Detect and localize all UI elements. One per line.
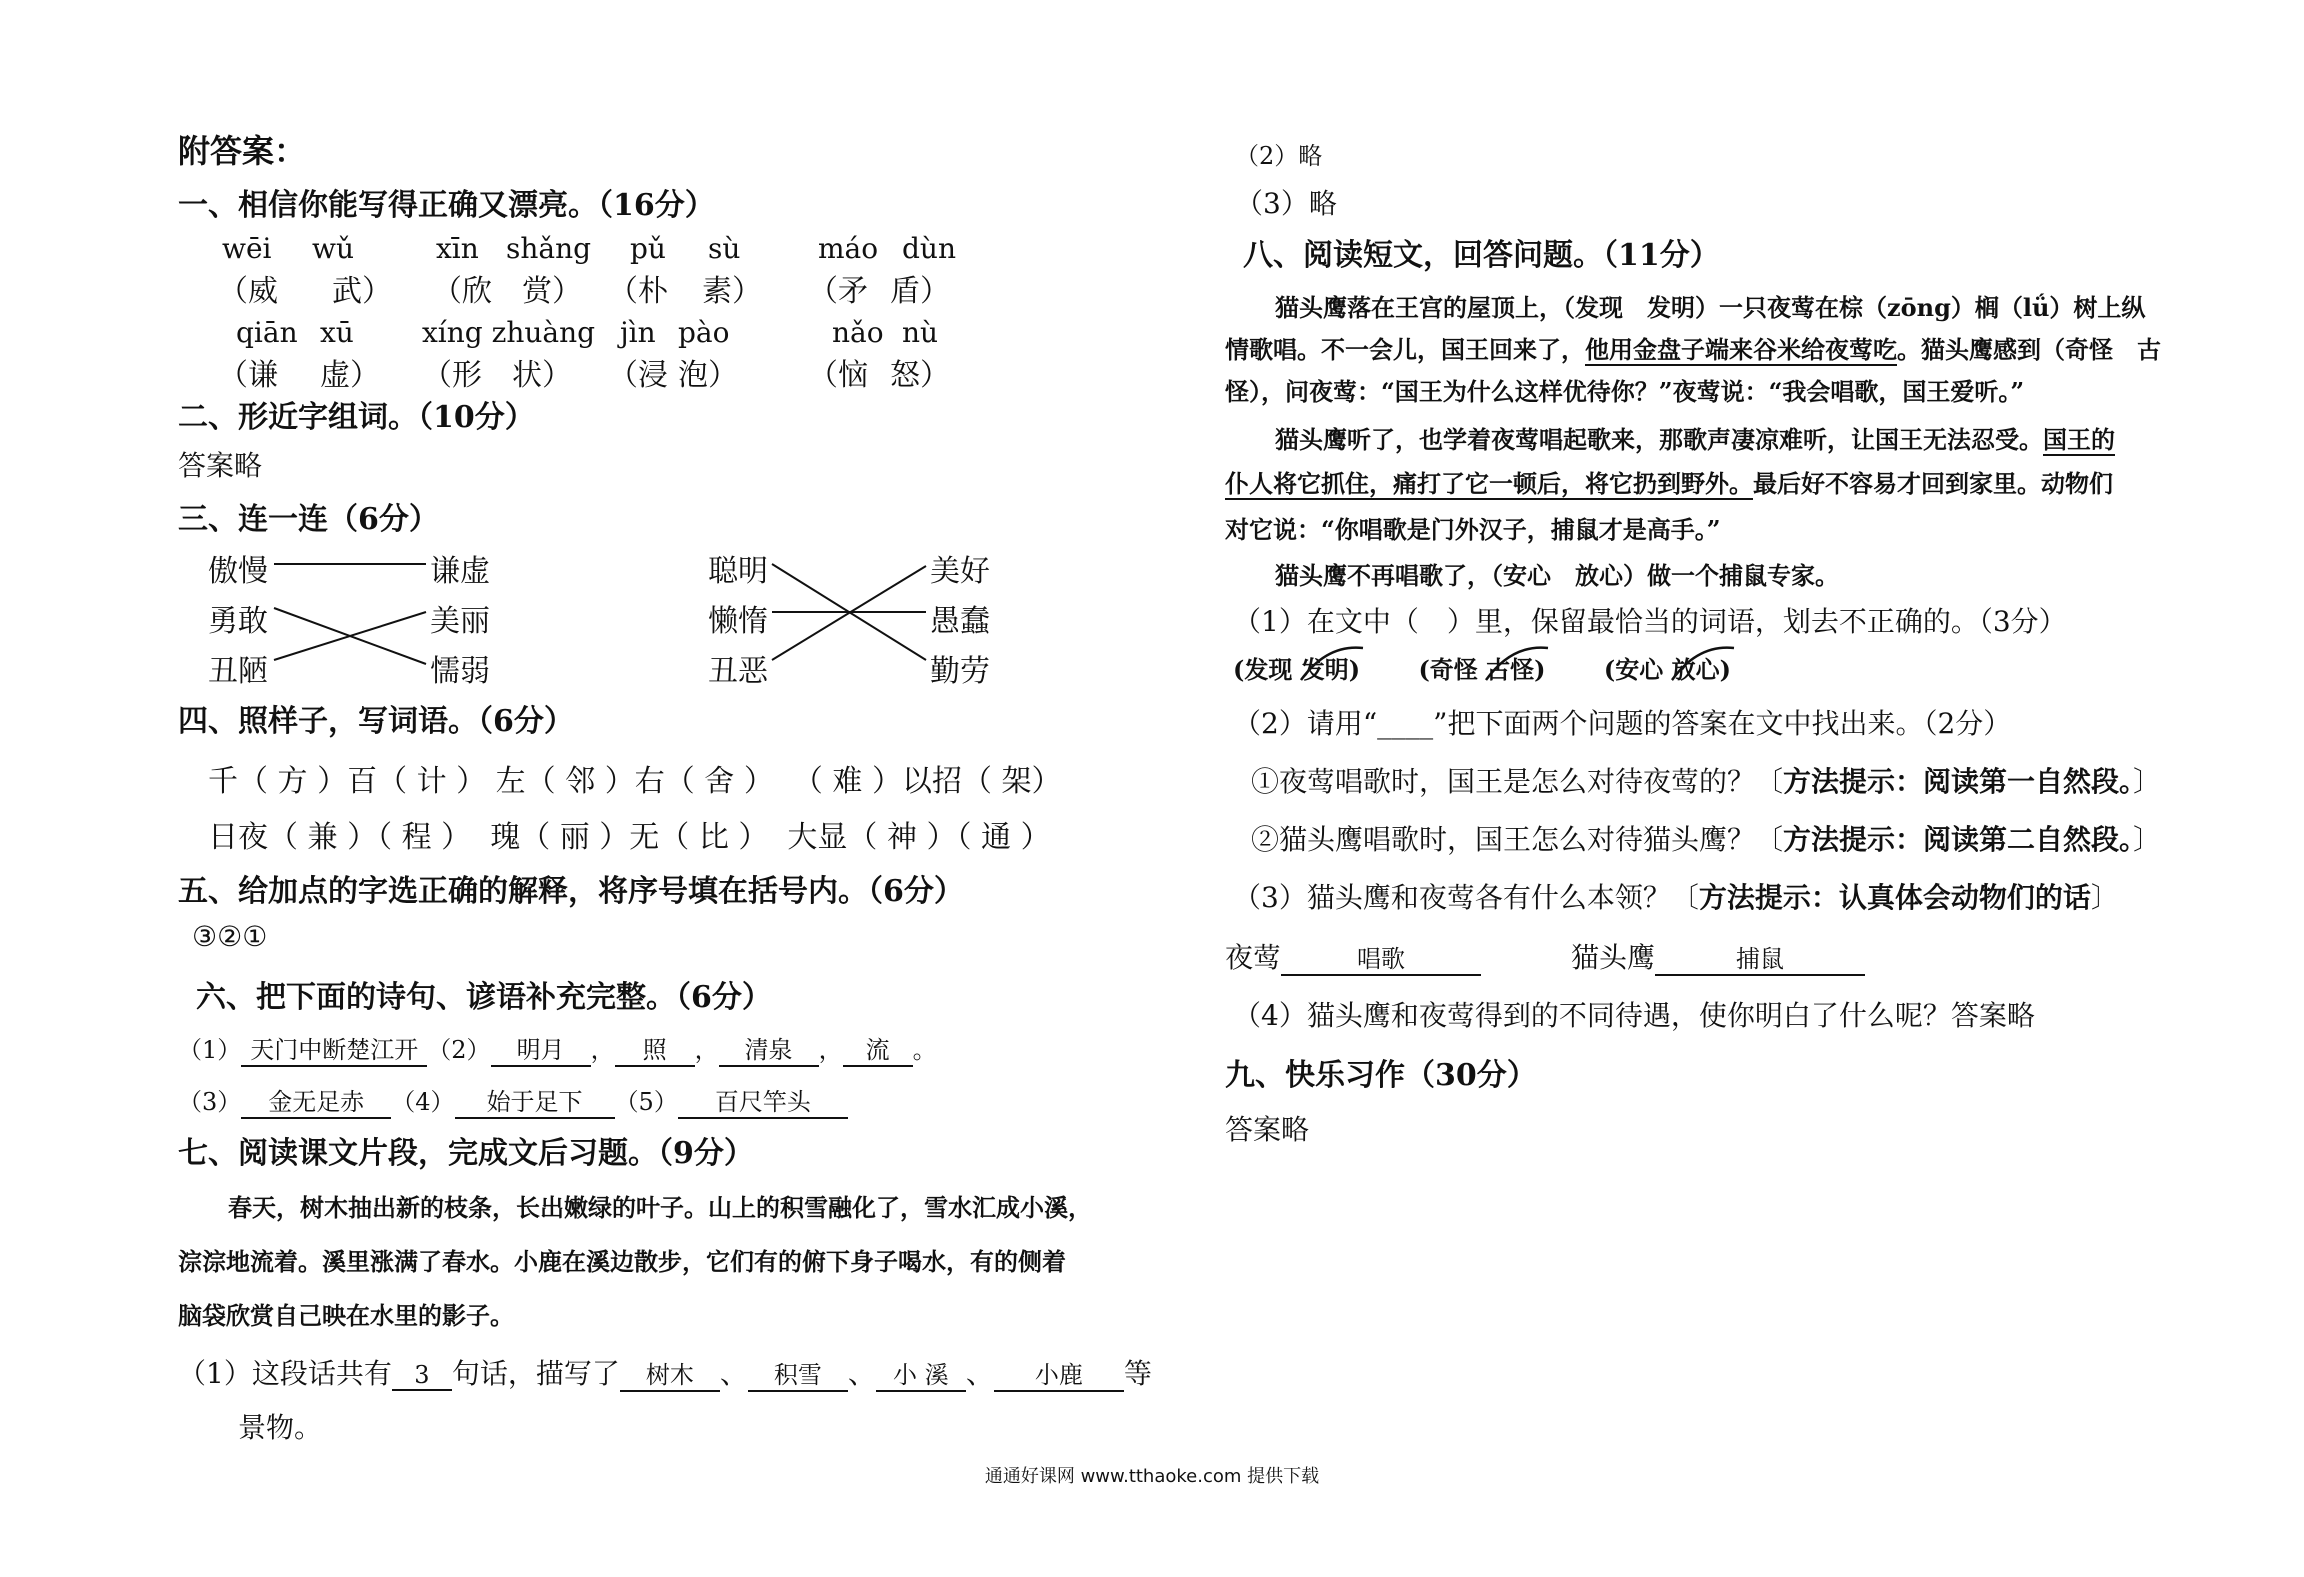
pinyin: pǔ — [630, 232, 666, 265]
s7-q1 — [178, 1352, 1152, 1392]
crossed-text: 发明) — [1300, 655, 1361, 684]
footer: 通通好课网 www.tthaoke.com 提供下载 — [984, 1466, 1320, 1487]
hanzi: （恼 — [808, 358, 868, 393]
method-hint: 方法提示：认真体会动物们的话 — [1698, 881, 2091, 914]
underlined-answer: 仆人将它抓住，痛打了它一顿后，将它扔到野外。 — [1225, 469, 1753, 498]
method-hint: 方法提示：阅读第一自然段。 — [1783, 765, 2134, 798]
strike-mark — [1668, 644, 1738, 684]
s6-line1 — [178, 1030, 937, 1067]
pinyin: shǎng — [506, 232, 592, 265]
matching-lines — [178, 526, 1078, 686]
s5-answer: ③②① — [192, 920, 268, 953]
crossed-word — [1486, 650, 1545, 685]
punctuation: 。 — [912, 1036, 937, 1064]
s2-answer: 答案略 — [178, 449, 263, 482]
hanzi: （朴 — [608, 274, 668, 309]
crossed-text: 放心) — [1671, 655, 1731, 684]
paragraph-text: 最后好不容易才回到家里。动物们 — [1753, 469, 2113, 498]
match-word: 傲慢 — [208, 554, 268, 589]
punctuation: ， — [590, 1036, 615, 1064]
pinyin: nù — [902, 316, 939, 349]
hanzi: 赏） — [522, 274, 582, 309]
hanzi: （欣 — [432, 274, 492, 309]
punctuation: 〕 — [2090, 881, 2119, 914]
question-text: ①夜莺唱歌时，国王是怎么对待夜莺的？〔 — [1251, 765, 1784, 798]
s8-paragraph-line: 猫头鹰落在王宫的屋顶上，（发现 发明）一只夜莺在棕（zōng）榈（lǘ）树上纵 — [1275, 293, 2146, 322]
blank-sample: ____ — [1377, 707, 1434, 740]
hanzi: 盾） — [890, 274, 950, 309]
blank-answer: 唱歌 — [1281, 939, 1481, 976]
question-text: 句话，描写了 — [451, 1357, 620, 1390]
blank-answer: 捕鼠 — [1655, 939, 1865, 976]
blank-answer: 树木 — [620, 1355, 720, 1392]
match-word: 丑陋 — [208, 654, 268, 689]
s8-paragraph-line — [1275, 420, 2115, 455]
strike-mark — [1482, 644, 1552, 684]
crossed-text: 古怪) — [1486, 655, 1546, 684]
hanzi: 泡） — [678, 358, 738, 393]
answer-title: 附答案： — [178, 132, 307, 170]
s8-paragraph-line: 猫头鹰不再唱歌了，（安心 放心）做一个捕鼠专家。 — [1275, 561, 1839, 590]
punctuation: ， — [694, 1036, 719, 1064]
s7-q1-cont: 景物。 — [238, 1411, 323, 1444]
blank-answer: 清泉 — [719, 1030, 819, 1067]
hanzi: 素） — [702, 274, 762, 309]
punctuation: 、 — [719, 1357, 748, 1390]
paragraph-text: 猫头鹰听了，也学着夜莺唱起歌来，那歌声凄凉难听，让国王无法忍受。 — [1275, 425, 2043, 454]
s8-paragraph-line — [1225, 464, 2113, 499]
blank-answer: 小 溪 — [876, 1355, 966, 1392]
pinyin: pào — [678, 316, 730, 349]
s9-answer: 答案略 — [1225, 1113, 1310, 1146]
item-number: （5） — [614, 1088, 678, 1116]
match-word: 懒惰 — [708, 604, 768, 639]
kept-word: (奇怪 — [1418, 655, 1478, 684]
item-number: （1） — [178, 1036, 242, 1064]
match-word: 丑恶 — [708, 654, 768, 689]
answer-label: 夜莺 — [1225, 941, 1282, 974]
question-text: （2）请用“ — [1233, 707, 1378, 740]
punctuation: 、 — [847, 1357, 876, 1390]
s4-line1: 千（ 方 ）百（ 计 ） 左（ 邻 ）右（ 舍 ） （ 难 ）以招（ 架） — [208, 764, 1062, 799]
paragraph-text: 情歌唱。不一会儿，国王回来了， — [1225, 335, 1585, 364]
crossed-word — [1672, 650, 1731, 685]
hanzi: （谦 — [218, 358, 278, 393]
match-word: 美好 — [930, 554, 990, 589]
hanzi: 怒） — [890, 358, 950, 393]
question-text: ”把下面两个问题的答案在文中找出来。（2分） — [1433, 707, 2012, 740]
item-number: （2） — [427, 1036, 491, 1064]
s8-paragraph-line: 怪），问夜莺：“国王为什么这样优待你？”夜莺说：“我会唱歌，国王爱听。” — [1225, 377, 2025, 406]
s8-q1: （1）在文中（ ）里，保留最恰当的词语，划去不正确的。（3分） — [1233, 605, 2067, 638]
hanzi: 武） — [332, 274, 392, 309]
s8-paragraph-line — [1225, 330, 2161, 365]
s8-paragraph-line: 对它说：“你唱歌是门外汉子，捕鼠才是高手。” — [1225, 515, 1721, 544]
blank-answer: 积雪 — [748, 1355, 848, 1392]
pinyin: dùn — [902, 232, 956, 265]
method-hint: 方法提示：阅读第二自然段。 — [1783, 823, 2134, 856]
pinyin: sù — [708, 232, 741, 265]
punctuation: 〕 — [2133, 823, 2162, 856]
s4-line2: 日夜（ 兼 ）（ 程 ） 瑰（ 丽 ）无（ 比 ） 大显（ 神 ）（ 通 ） — [208, 820, 1051, 855]
pinyin: xíng zhuàng — [422, 316, 596, 349]
question-text: （1）这段话共有 — [178, 1357, 392, 1390]
hanzi: 虚） — [320, 358, 380, 393]
question-text: ②猫头鹰唱歌时，国王怎么对待猫头鹰？〔 — [1251, 823, 1784, 856]
s8-q3-answers — [1225, 936, 1865, 976]
s8-q2 — [1233, 702, 2011, 742]
s7-paragraph-line: 春天，树木抽出新的枝条，长出嫩绿的叶子。山上的积雪融化了，雪水汇成小溪， — [228, 1193, 1092, 1222]
pinyin: qiān — [236, 316, 298, 349]
match-word: 谦虚 — [430, 554, 490, 589]
match-word: 愚蠢 — [930, 604, 990, 639]
punctuation: 〕 — [2133, 765, 2162, 798]
s8-q3 — [1233, 876, 2119, 916]
blank-answer: 照 — [615, 1030, 695, 1067]
s1-heading: 一、相信你能写得正确又漂亮。（16分） — [178, 188, 715, 223]
s8-q2b — [1251, 818, 2161, 858]
pinyin: máo — [818, 232, 879, 265]
blank-answer: 金无足赤 — [241, 1082, 391, 1119]
hanzi: （形 — [422, 358, 482, 393]
s7-heading: 七、阅读课文片段，完成文后习题。（9分） — [178, 1136, 754, 1171]
s7-q2: （2）略 — [1235, 142, 1323, 170]
pinyin: xīn — [436, 232, 479, 265]
blank-answer: 3 — [392, 1361, 452, 1391]
question-text: 等 — [1123, 1357, 1152, 1390]
s8-q1-answers — [1233, 650, 1731, 685]
paragraph-text: 。猫头鹰感到（奇怪 古 — [1897, 335, 2161, 364]
hanzi: 状） — [512, 358, 572, 393]
s8-heading: 八、阅读短文，回答问题。（11分） — [1243, 238, 1720, 273]
s7-paragraph-line: 脑袋欣赏自己映在水里的影子。 — [178, 1301, 514, 1330]
punctuation: 、 — [965, 1357, 994, 1390]
item-number: （4） — [391, 1088, 455, 1116]
question-text: （3）猫头鹰和夜莺各有什么本领？〔 — [1233, 881, 1699, 914]
s2-heading: 二、形近字组词。（10分） — [178, 400, 535, 435]
pinyin: wǔ — [312, 232, 354, 265]
blank-answer: 天门中断楚江开 — [241, 1030, 427, 1067]
s7-paragraph-line: 淙淙地流着。溪里涨满了春水。小鹿在溪边散步，它们有的俯下身子喝水，有的侧着 — [178, 1247, 1066, 1276]
match-word: 美丽 — [430, 604, 490, 639]
blank-answer: 始于足下 — [455, 1082, 615, 1119]
crossed-word — [1301, 650, 1360, 685]
strike-mark — [1297, 644, 1367, 684]
blank-answer: 明月 — [491, 1030, 591, 1067]
pinyin: jìn — [620, 316, 656, 349]
s3-heading: 三、连一连（6分） — [178, 502, 439, 537]
pinyin: nǎo — [832, 316, 884, 349]
pinyin: wēi — [222, 232, 272, 265]
hanzi: （浸 — [608, 358, 668, 393]
blank-answer: 小鹿 — [994, 1355, 1124, 1392]
underlined-answer: 他用金盘子端来谷米给夜莺吃 — [1585, 335, 1897, 364]
match-word: 聪明 — [708, 554, 768, 589]
s8-q2a — [1251, 760, 2161, 800]
s6-line2 — [178, 1082, 848, 1119]
item-number: （3） — [178, 1088, 242, 1116]
match-word: 懦弱 — [430, 654, 490, 689]
s6-heading: 六、把下面的诗句、谚语补充完整。（6分） — [196, 980, 772, 1015]
s5-heading: 五、给加点的字选正确的解释，将序号填在括号内。（6分） — [178, 874, 964, 909]
blank-answer: 百尺竿头 — [678, 1082, 848, 1119]
punctuation: ， — [818, 1036, 843, 1064]
s9-heading: 九、快乐习作（30分） — [1225, 1058, 1537, 1093]
hanzi: （威 — [218, 274, 278, 309]
s7-q3: （3）略 — [1235, 187, 1337, 220]
underlined-answer: 国王的 — [2043, 425, 2115, 454]
blank-answer: 流 — [843, 1030, 913, 1067]
pinyin: xū — [320, 316, 354, 349]
answer-label: 猫头鹰 — [1571, 941, 1656, 974]
match-word: 勇敢 — [208, 604, 268, 639]
kept-word: (安心 — [1603, 655, 1664, 684]
match-word: 勤劳 — [930, 654, 990, 689]
hanzi: （矛 — [808, 274, 868, 309]
s8-q4: （4）猫头鹰和夜莺得到的不同待遇，使你明白了什么呢？答案略 — [1233, 999, 2035, 1032]
kept-word: (发现 — [1233, 655, 1293, 684]
s4-heading: 四、照样子，写词语。（6分） — [178, 704, 574, 739]
